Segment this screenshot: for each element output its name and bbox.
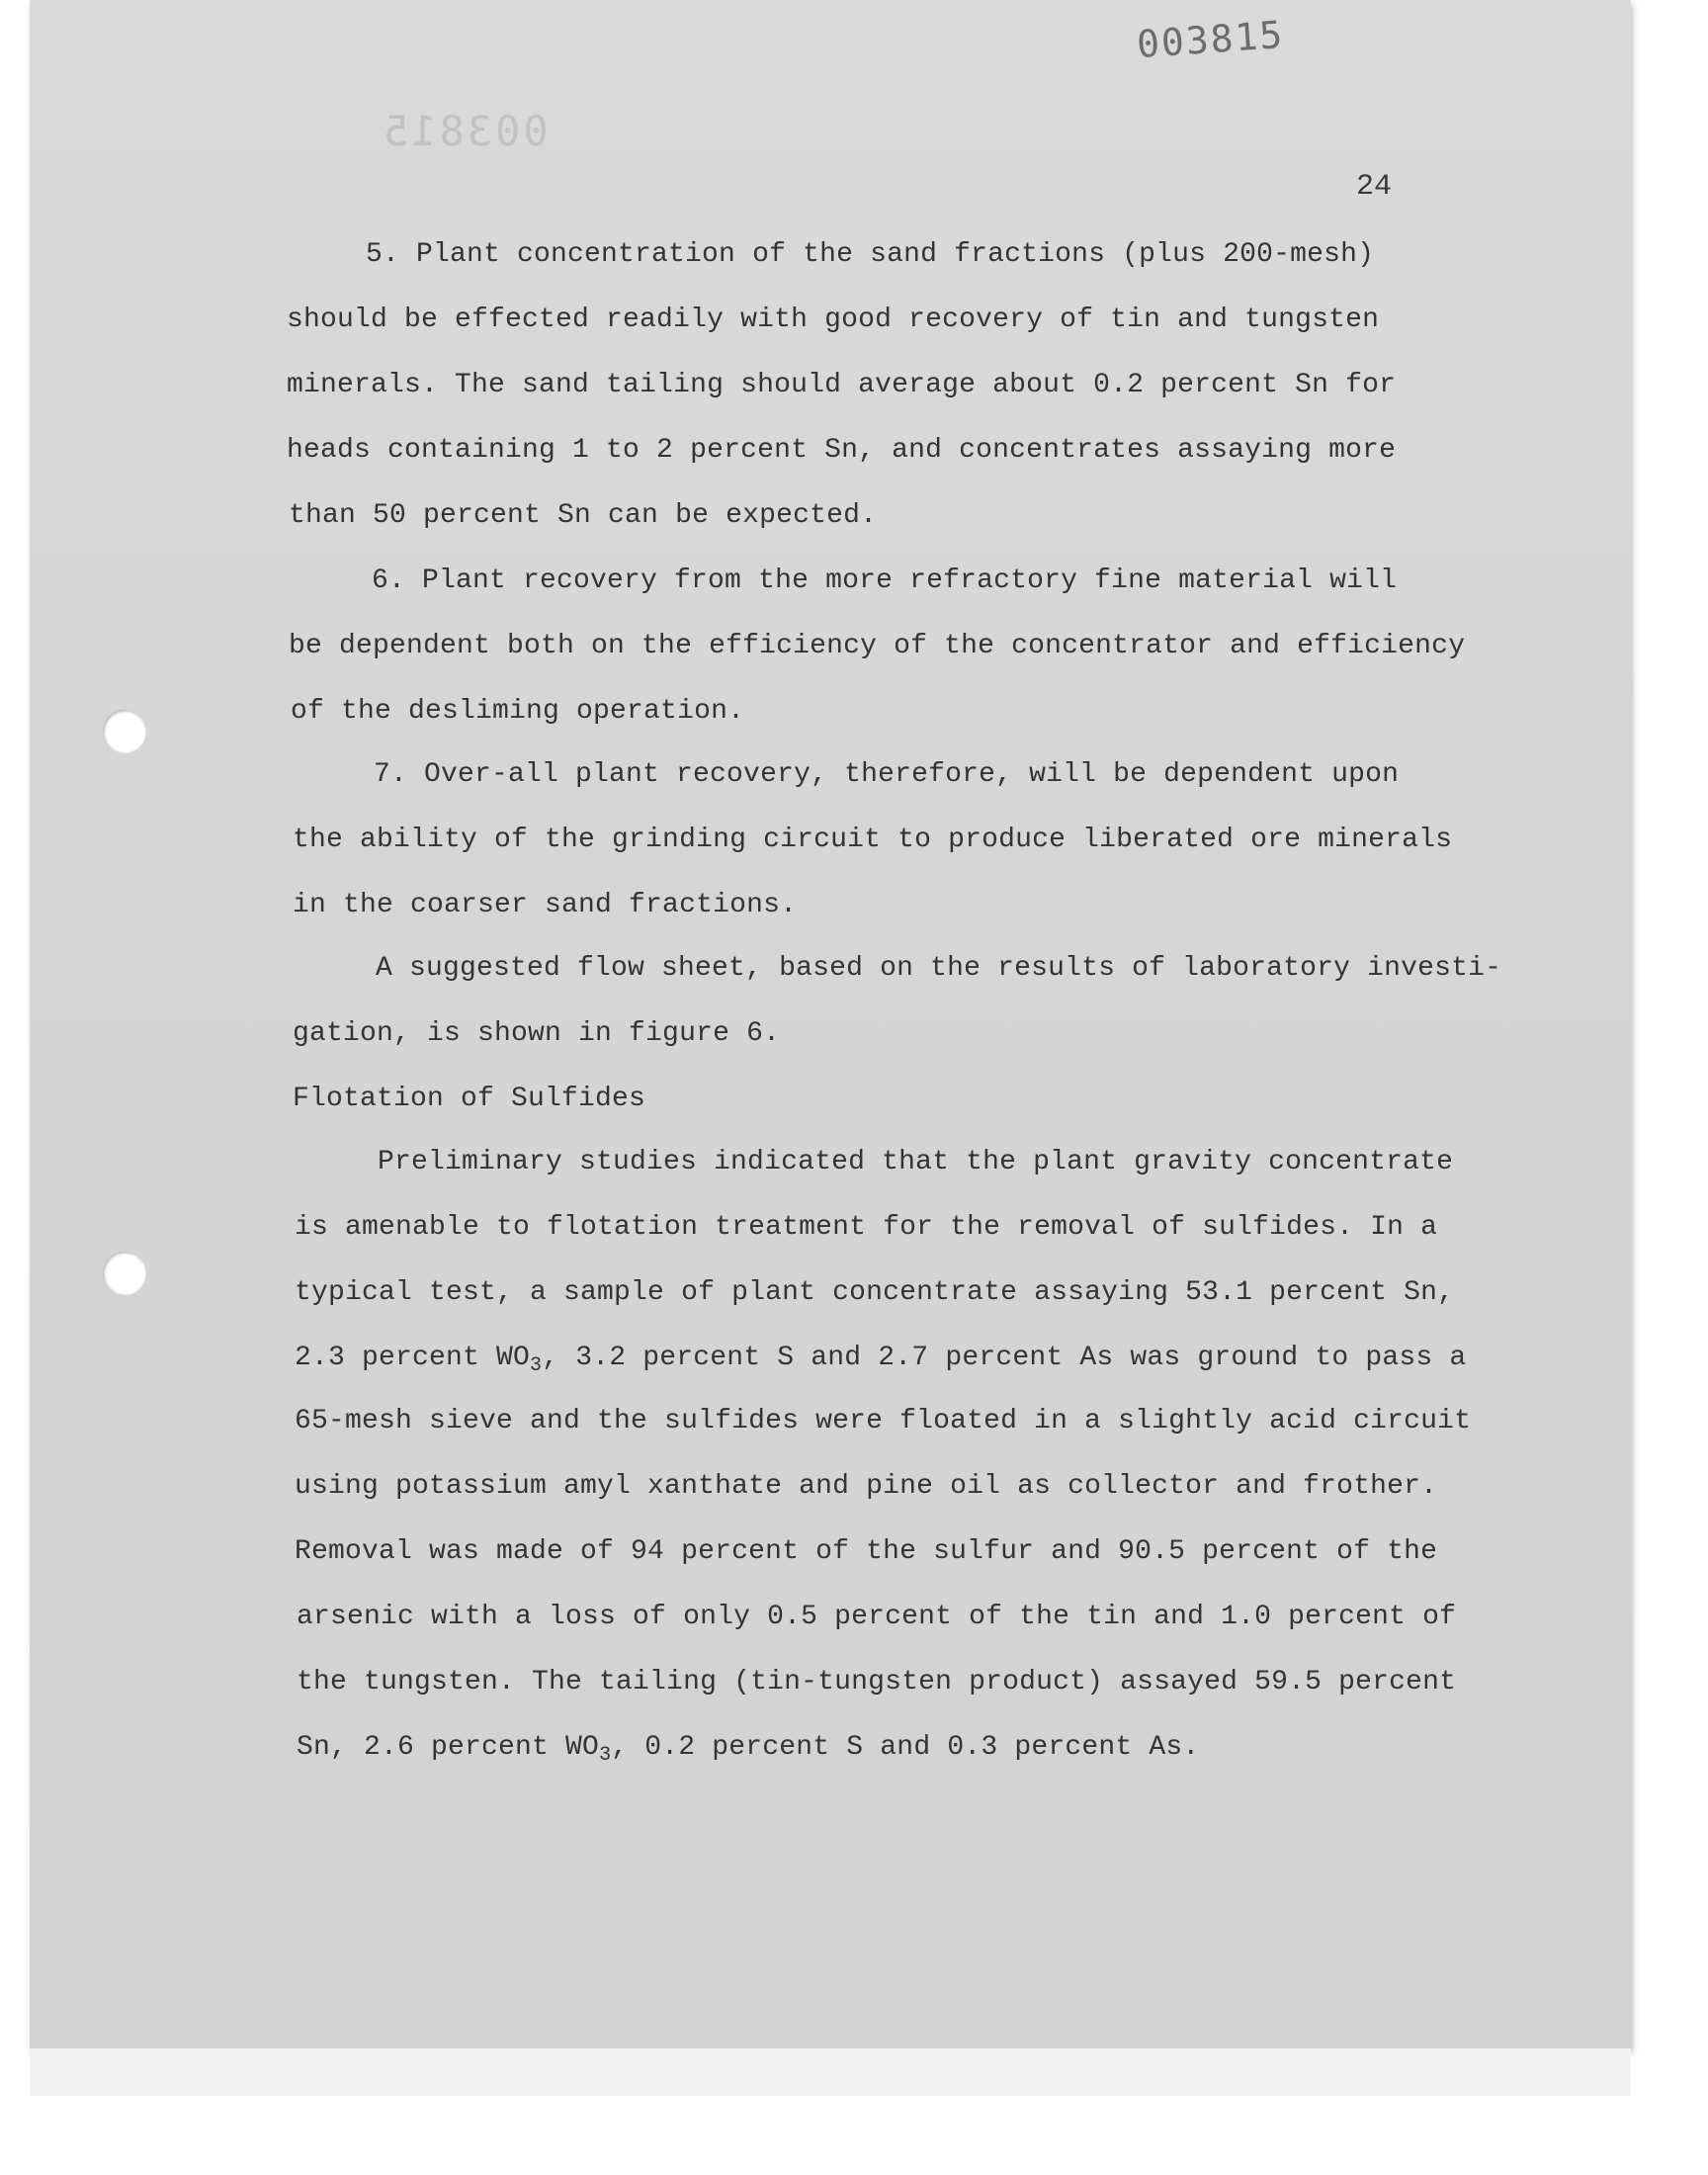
paragraph-7-line: the ability of the grinding circuit to produce liberated ore minerals	[293, 825, 1453, 855]
subscript: 3	[530, 1354, 543, 1377]
flotation-paragraph-line: using potassium amyl xanthate and pine oil as collector and frother.	[295, 1471, 1438, 1502]
subscript: 3	[599, 1744, 612, 1767]
flotation-paragraph-line: the tungsten. The tailing (tin-tungsten product) assayed 59.5 percent	[297, 1667, 1457, 1697]
section-heading: Flotation of Sulfides	[293, 1084, 646, 1114]
paragraph-6-line: 6. Plant recovery from the more refractory fine material will	[372, 566, 1398, 596]
paragraph-5-line: heads containing 1 to 2 percent Sn, and concentrates assaying more	[287, 435, 1397, 466]
document-stamp-number: 003815	[1135, 12, 1286, 67]
paragraph-5-line: minerals. The sand tailing should average about 0.2 percent Sn for	[287, 370, 1397, 400]
punch-hole	[103, 1252, 146, 1295]
line-text: , 0.2 percent S and 0.3 percent As.	[611, 1732, 1200, 1763]
flotation-paragraph-line	[297, 1732, 1200, 1767]
flotation-paragraph-line: is amenable to flotation treatment for the removal of sulfides. In a	[295, 1212, 1438, 1243]
bottom-margin-strip	[30, 2048, 1631, 2096]
page-number: 24	[1356, 170, 1393, 204]
paragraph-7-line: 7. Over-all plant recovery, therefore, will be dependent upon	[374, 759, 1400, 790]
line-text: 2.3 percent WO	[295, 1343, 531, 1373]
line-text: , 3.2 percent S and 2.7 percent As was ground to pass a	[542, 1343, 1467, 1373]
paragraph-7-line: in the coarser sand fractions.	[293, 890, 798, 920]
flow-sheet-paragraph-line: gation, is shown in figure 6.	[293, 1018, 781, 1049]
bleed-through-stamp	[381, 107, 549, 155]
paragraph-5-line: than 50 percent Sn can be expected.	[289, 500, 878, 531]
flotation-paragraph-line: 65-mesh sieve and the sulfides were floated in a slightly acid circuit	[295, 1406, 1472, 1436]
flotation-paragraph-line: arsenic with a loss of only 0.5 percent of the tin and 1.0 percent of	[297, 1602, 1457, 1632]
flotation-paragraph-line: typical test, a sample of plant concentrate assaying 53.1 percent Sn,	[295, 1277, 1455, 1308]
paragraph-5-line: 5. Plant concentration of the sand fractions (plus 200-mesh)	[366, 239, 1375, 270]
punch-hole	[103, 710, 146, 753]
flotation-paragraph-line: Preliminary studies indicated that the plant gravity concentrate	[378, 1147, 1454, 1177]
flow-sheet-paragraph-line: A suggested flow sheet, based on the results of laboratory investi-	[376, 953, 1502, 984]
flotation-paragraph-line	[295, 1343, 1467, 1377]
line-text: Sn, 2.6 percent WO	[297, 1732, 600, 1763]
paragraph-6-line: be dependent both on the efficiency of the concentrator and efficiency	[289, 631, 1466, 661]
flotation-paragraph-line: Removal was made of 94 percent of the sulfur and 90.5 percent of the	[295, 1536, 1438, 1567]
bleed-through-text: 003815	[381, 107, 549, 155]
paragraph-5-line: should be effected readily with good recovery of tin and tungsten	[287, 304, 1380, 335]
paragraph-6-line: of the desliming operation.	[291, 696, 745, 727]
